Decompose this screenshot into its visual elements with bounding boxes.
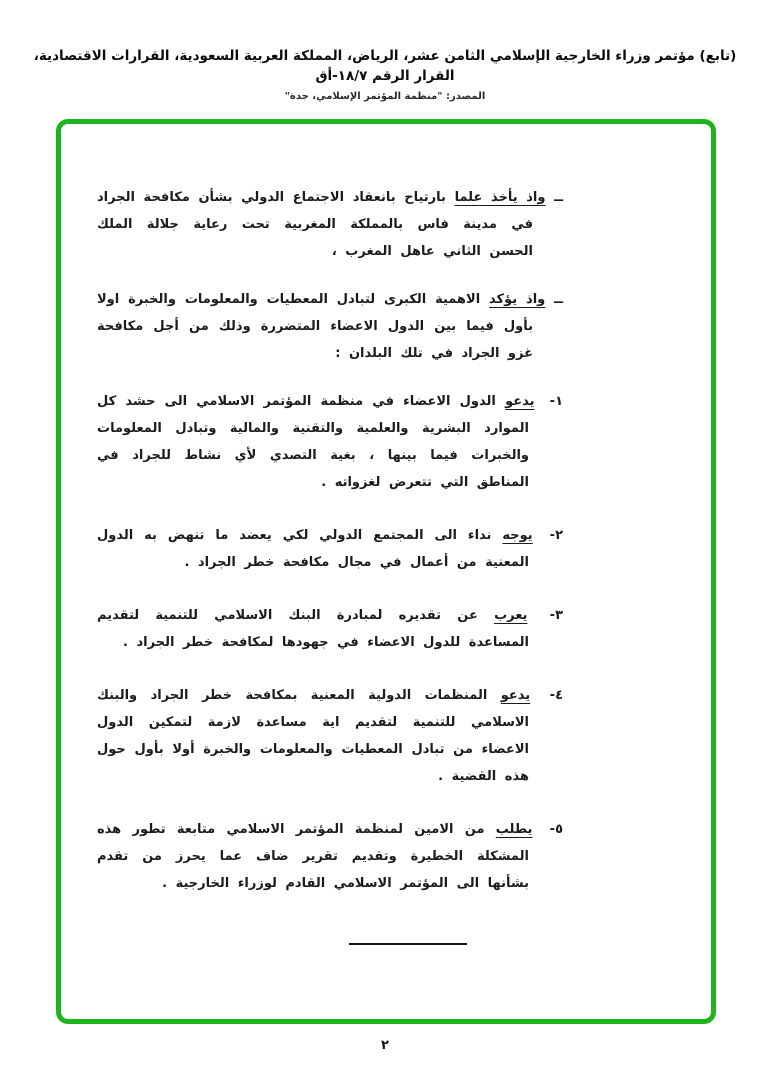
item-lead: يدعو: [500, 688, 531, 703]
header-title: (تابع) مؤتمر وزراء الخارجية الإسلامي الثامن عشر، الرياض، المملكة العربية السعودية، القرارات الاقتصادية، القرار الرقم ١٨/٧-أق: [33, 48, 737, 84]
preamble-text: بارتياح بانعقاد الاجتماع الدولي بشأن مكافحة الجراد في مدينة فاس بالمملكة المغربية تحت رعاية جلالة الملك الحسن الثاني عاهل المغرب ،: [97, 190, 533, 259]
item-number: ١-: [549, 394, 564, 409]
dash-marker: ــ: [554, 292, 564, 307]
preamble-text: الاهمية الكبرى لتبادل المعطيات والمعلومات والخبرة اولا بأول فيما بين الدول الاعضاء المتضررة وذلك من أجل مكافحة غزو الجراد في تلك البلدان :: [97, 292, 533, 361]
item-number: ٤-: [549, 688, 563, 703]
item-lead: يدعو: [505, 394, 535, 409]
item-text: المنظمات الدولية المعنية بمكافحة خطر الجراد والبنك الاسلامي للتنمية لتقديم اية مساعدة لازمة لتمكين الدول الاعضاء من تبادل المعطيات والمعلومات والخبرة أولا بأول حول هذه القضية .: [97, 688, 529, 784]
preamble-paragraph-2: [97, 286, 563, 367]
item-lead: يطلب: [495, 822, 533, 837]
preamble-lead: واذ يأخذ علما: [454, 190, 546, 205]
document-header: [20, 46, 750, 102]
header-source: المصدر: "منظمة المؤتمر الإسلامي، جدة": [284, 91, 486, 102]
item-text: نداء الى المجتمع الدولي لكي يعضد ما تنهض به الدول المعنية من أعمال في مجال مكافحة خطر الجراد .: [97, 528, 529, 570]
scanned-page-frame: [56, 119, 716, 1024]
end-of-text-rule: [349, 943, 467, 945]
item-text: الدول الاعضاء في منظمة المؤتمر الاسلامي الى حشد كل الموارد البشرية والعلمية والتقنية والمالية وتبادل المعلومات والخبرات فيما بينها ، بغية التصدي لأي نشاط للجراد في المناطق التي تتعرض لغزواته .: [97, 394, 529, 490]
resolution-item-3: [97, 602, 563, 656]
resolution-item-2: [97, 522, 563, 576]
item-number: ٢-: [549, 528, 564, 543]
preamble-paragraph-1: [97, 184, 563, 265]
item-text: عن تقديره لمبادرة البنك الاسلامي للتنمية لتقديم المساعدة للدول الاعضاء في جهودها لمكافحة خطر الجراد .: [97, 608, 529, 650]
resolution-item-5: [97, 816, 563, 897]
resolution-item-1: [97, 388, 563, 496]
preamble-lead: واذ يؤكد: [489, 292, 546, 307]
item-lead: يعرب: [494, 608, 528, 623]
page-number: ٢: [381, 1038, 389, 1053]
item-text: من الامين لمنظمة المؤتمر الاسلامي متابعة تطور هذه المشكلة الخطيرة وتقديم تقرير ضاف عما يحرز من تقدم بشأنها الى المؤتمر الاسلامي القادم لوزراء الخارجية .: [97, 822, 529, 891]
item-lead: يوجه: [502, 528, 533, 543]
item-number: ٥-: [549, 822, 563, 837]
resolution-item-4: [97, 682, 563, 790]
document-body: [61, 124, 711, 945]
item-number: ٣-: [549, 608, 564, 623]
dash-marker: ــ: [554, 190, 564, 205]
